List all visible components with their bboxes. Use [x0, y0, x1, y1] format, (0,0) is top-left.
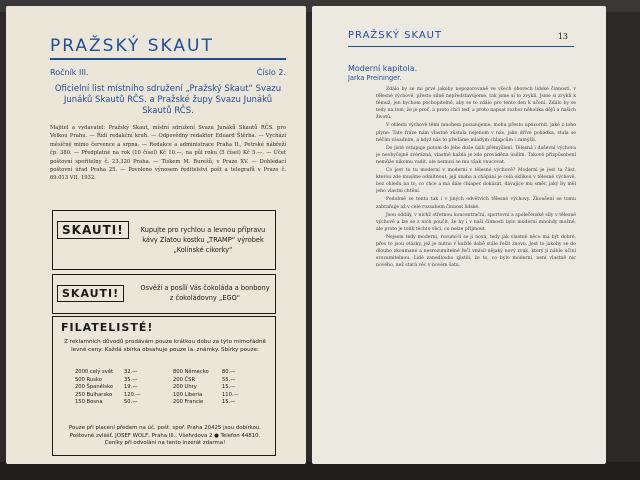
stamp-row: [75, 399, 271, 407]
imprint-notice: Majitel a vydavatel: Pražský Skaut, místní sdružení Svazu Junáků Skautů RČS. pro Velkou Prahu. — Řídí redakční kruh. — Odpovědný redaktor Eduard Štěrba. — Vychází měsíčně mimo července a srpna. — Redakce a administrace Praha II., Petrské nábřeží čp. 380. — Předplatné na rok (10 čísel) Kč 10.—, na půl roku (5 čísel) Kč 5.—. — Účet poštovní spořitelny č. 23.320 Praha. — Tiskem M. Burešů, v Praze XV. — Dohlédací poštovní úřad Praha 25. — Povoleno výnosem ředitelství pošt a telegrafů v Praze č. 69.013 VII. 1932.: [50, 125, 286, 182]
stamp-cell: 55.—: [222, 376, 236, 383]
article-title: Moderní kapitola.: [348, 64, 418, 73]
stamp-cell: 50.—: [124, 399, 138, 406]
stamp-cell: 2000 celý svět: [75, 369, 114, 375]
stamp-row: [75, 369, 271, 377]
stamp-row: [75, 384, 271, 392]
stamp-cell: 32.—: [124, 369, 138, 375]
article-paragraph: V ohledu výchově těmi mnohem posuzujeme, mohu přesto upozornit, jaké z toho plyne: Tato fráze nám vlastně zůstala nejenom v nás, jako dříve pohádka, stala se něčím zásadním, a když nás to předáme mladým chlapcům i zamýšlí.: [376, 123, 576, 143]
stamp-cell: 15.—: [222, 384, 236, 391]
stamp-row: [75, 392, 271, 400]
stamp-cell: 19.—: [124, 384, 138, 391]
ad-tramp-coffee: [52, 210, 276, 270]
issue-row: [50, 68, 286, 77]
ad-ego-chocolate: [52, 274, 276, 314]
stamp-cell: 250 Bulharsko: [75, 391, 113, 398]
stamp-cell: 80.—: [222, 369, 236, 375]
left-page: [6, 6, 306, 464]
backdrop-bottom: [0, 462, 640, 480]
ad-headline: SKAUTI!: [57, 221, 129, 239]
article-paragraph: Jsou oddíly, v nichž střetnou koncentrační, sportovní a společenské síly v tělesné výchově a lze se z nich poučit, že by i v naší činnosti bylo moderní mnohdy možné, ale proto je tolik těchto věcí, co nelze přijmout.: [376, 212, 576, 232]
stamp-cell: 35.—: [124, 376, 138, 383]
page-number: 13: [557, 32, 568, 41]
stamp-cell: 200 ČSR: [173, 376, 196, 383]
right-page: [312, 6, 606, 464]
publication-subtitle: Oficielní list místního sdružení „Pražský Skaut“ Svazu Junáků Skautů RČS. a Pražské župy Svazu Junáků Skautů RČS.: [54, 84, 282, 116]
stamp-cell: 120.—: [124, 391, 141, 398]
stamp-cell: 200 Francie: [173, 399, 204, 406]
stamp-cell: 800 Německo: [173, 369, 209, 375]
article-paragraph: Co jest to tu moderní v moderní v tělesné výchově? Moderní je jest ta část, kterou zde musíme odmítnout, její snaha a chápání je celá oklikou v tělesné výchově, bez ohledu na to, co chce a má dále chlapec dokázat, dávajíce mu směr, jaký by měl jeho vlastní chtění.: [376, 168, 576, 195]
article-paragraph: Podobně se tento tak i v jiných odvětvích tělesné výchovy. Zkoušení se tomu zabraňuje až v celé rozsahem činnost lidské.: [376, 197, 576, 210]
article-paragraph: Do jisté vstupuje potom do jeho duše úsilí přemýšlení. Tělesná i duševní výchova je neobyčejně svérázná, vlastně každá je zde prováděna úsilím. Takové přizpůsobení nemůže nikomu vadit, ale nemusí se mu však vnucovat.: [376, 145, 576, 165]
ad-footer: Pouze při placení předem na úč. pošt. spoř. Praha 20425 jsou dobírkou. Poštovné zvlášť. JOSEF WOLF, Praha III., Všehrdova 2 ● Telefon 44810. Ceníky při odvolání na tento inzerát zdarma!: [68, 425, 262, 447]
ad-headline: SKAUTI!: [57, 285, 124, 302]
ad-copy: Osvěží a posílí Vás čokoláda a bonbony z čokoládovny „EGO“: [140, 284, 270, 302]
volume-label: Ročník III.: [50, 68, 89, 77]
ad-intro: Z reklamních důvodů prodávám pouze krátkou dobu za tyto mimořádně levné ceny: Každá sbírka obsahuje pouze la. známky. Sbírky pouze:: [64, 339, 266, 353]
stamp-cell: 100 Liberia: [173, 391, 203, 398]
stamp-price-table: [75, 369, 271, 407]
ad-headline: FILATELISTÉ!: [61, 321, 154, 334]
running-head: PRAŽSKÝ SKAUT: [348, 30, 443, 41]
issue-label: Číslo 2.: [256, 68, 286, 77]
article-paragraph: Nejsem tedy moderní, rozumí-li se ji nová, tedy jak vlastně něco má být dobré, přes to jsou otázky, jež je nutno v každé době stále řešit znovu. Jest to jakoby se do dlouho zkoumané a nesrozumitelné řeči vmísil nějaký nový zvuk, který ji náhle učiní srozumitelnou. Lidé zanedlouho zjistili, že to, co bylo moderní, není vlastně nic nového, než stará věc v novém šatu.: [376, 234, 576, 269]
stamp-cell: 15.—: [222, 399, 236, 406]
masthead-title: PRAŽSKÝ SKAUT: [50, 36, 286, 60]
stamp-cell: 200 Španělsko: [75, 384, 113, 391]
stamp-cell: 200 Uhry: [173, 384, 197, 391]
ad-philately: [52, 316, 276, 456]
stamp-cell: 500 Rusko: [75, 376, 102, 383]
article-author: Jarka Preininger.: [348, 74, 402, 82]
running-head-rule: [348, 46, 574, 47]
article-body: [376, 86, 576, 456]
stamp-cell: 110.—: [222, 391, 239, 398]
stamp-cell: 150 Bosna: [75, 399, 103, 406]
ad-copy: Kupujte pro rychlou a levnou přípravu kávy Zlatou kostku „TRAMP“ výrobek „Kolínské cikorky“: [140, 226, 266, 254]
article-paragraph: Zdálo by se mi prvé jakoby nepozorovaně ve všech oborech lidské činnosti, v tělesné výchově, přesto silně nepředstavujeme, tak jsme si to zvykli. Jsme si zvykli k témuž, jen bychom pochopitelně, aby se to zdálo pro tento den k učení. Zdálo by se tedy na tom, že je proč, a proto chci teď, a proto napsat rozbor několika dějů a našich životů.: [376, 87, 576, 121]
